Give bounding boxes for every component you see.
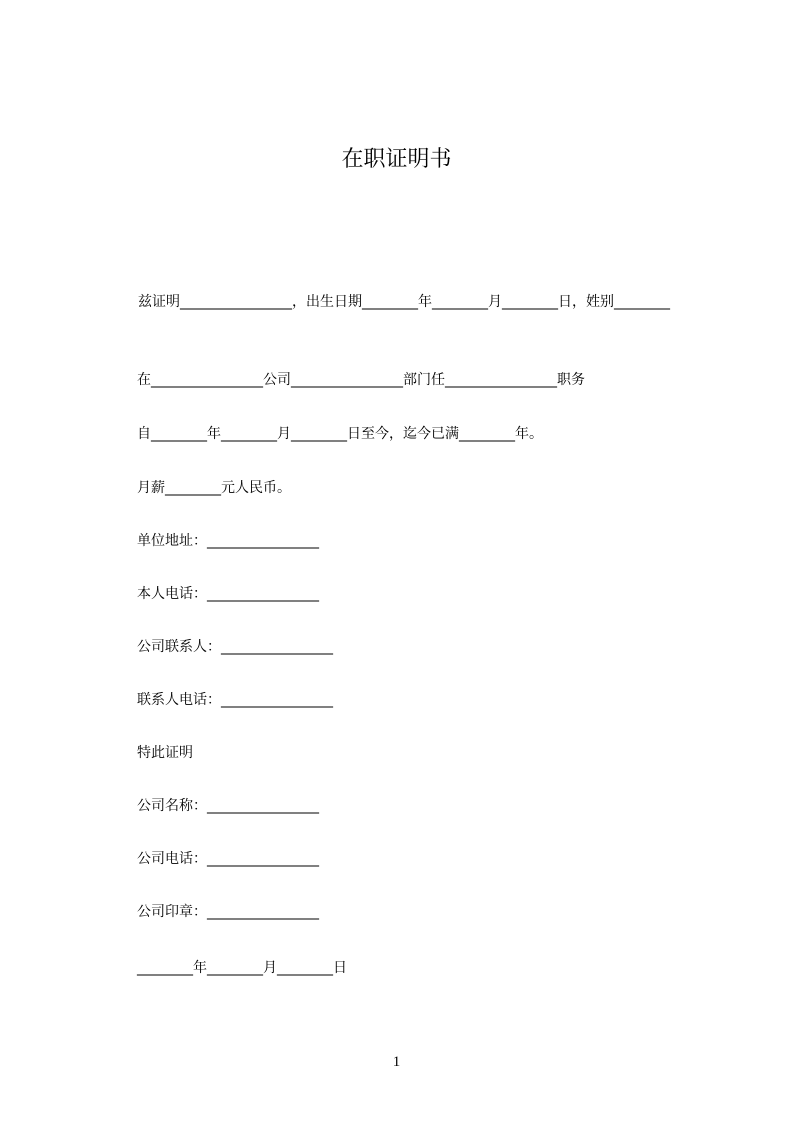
company-department-position-line: 在________________公司________________部门任________________职务 [137, 372, 585, 388]
company-contact-line: 公司联系人：________________ [137, 639, 333, 655]
company-address-line: 单位地址：________________ [137, 533, 319, 549]
monthly-salary-line: 月薪________元人民币。 [137, 480, 291, 496]
date-line: ________年________月________日 [137, 960, 347, 976]
personal-phone-line: 本人电话：________________ [137, 586, 319, 602]
company-seal-line: 公司印章：________________ [137, 904, 319, 920]
contact-phone-line: 联系人电话：________________ [137, 692, 333, 708]
hereby-certify-line: 特此证明 [137, 745, 193, 761]
document-title: 在职证明书 [341, 147, 452, 172]
page-number: 1 [392, 1054, 401, 1070]
company-name-line: 公司名称：________________ [137, 798, 319, 814]
employment-period-line: 自________年________月________日至今，迄今已满________年。 [137, 426, 543, 442]
certify-name-birth-gender-line: 兹证明________________，出生日期________年________月________日，姓别________ [138, 294, 670, 310]
company-phone-line: 公司电话：________________ [137, 851, 319, 867]
